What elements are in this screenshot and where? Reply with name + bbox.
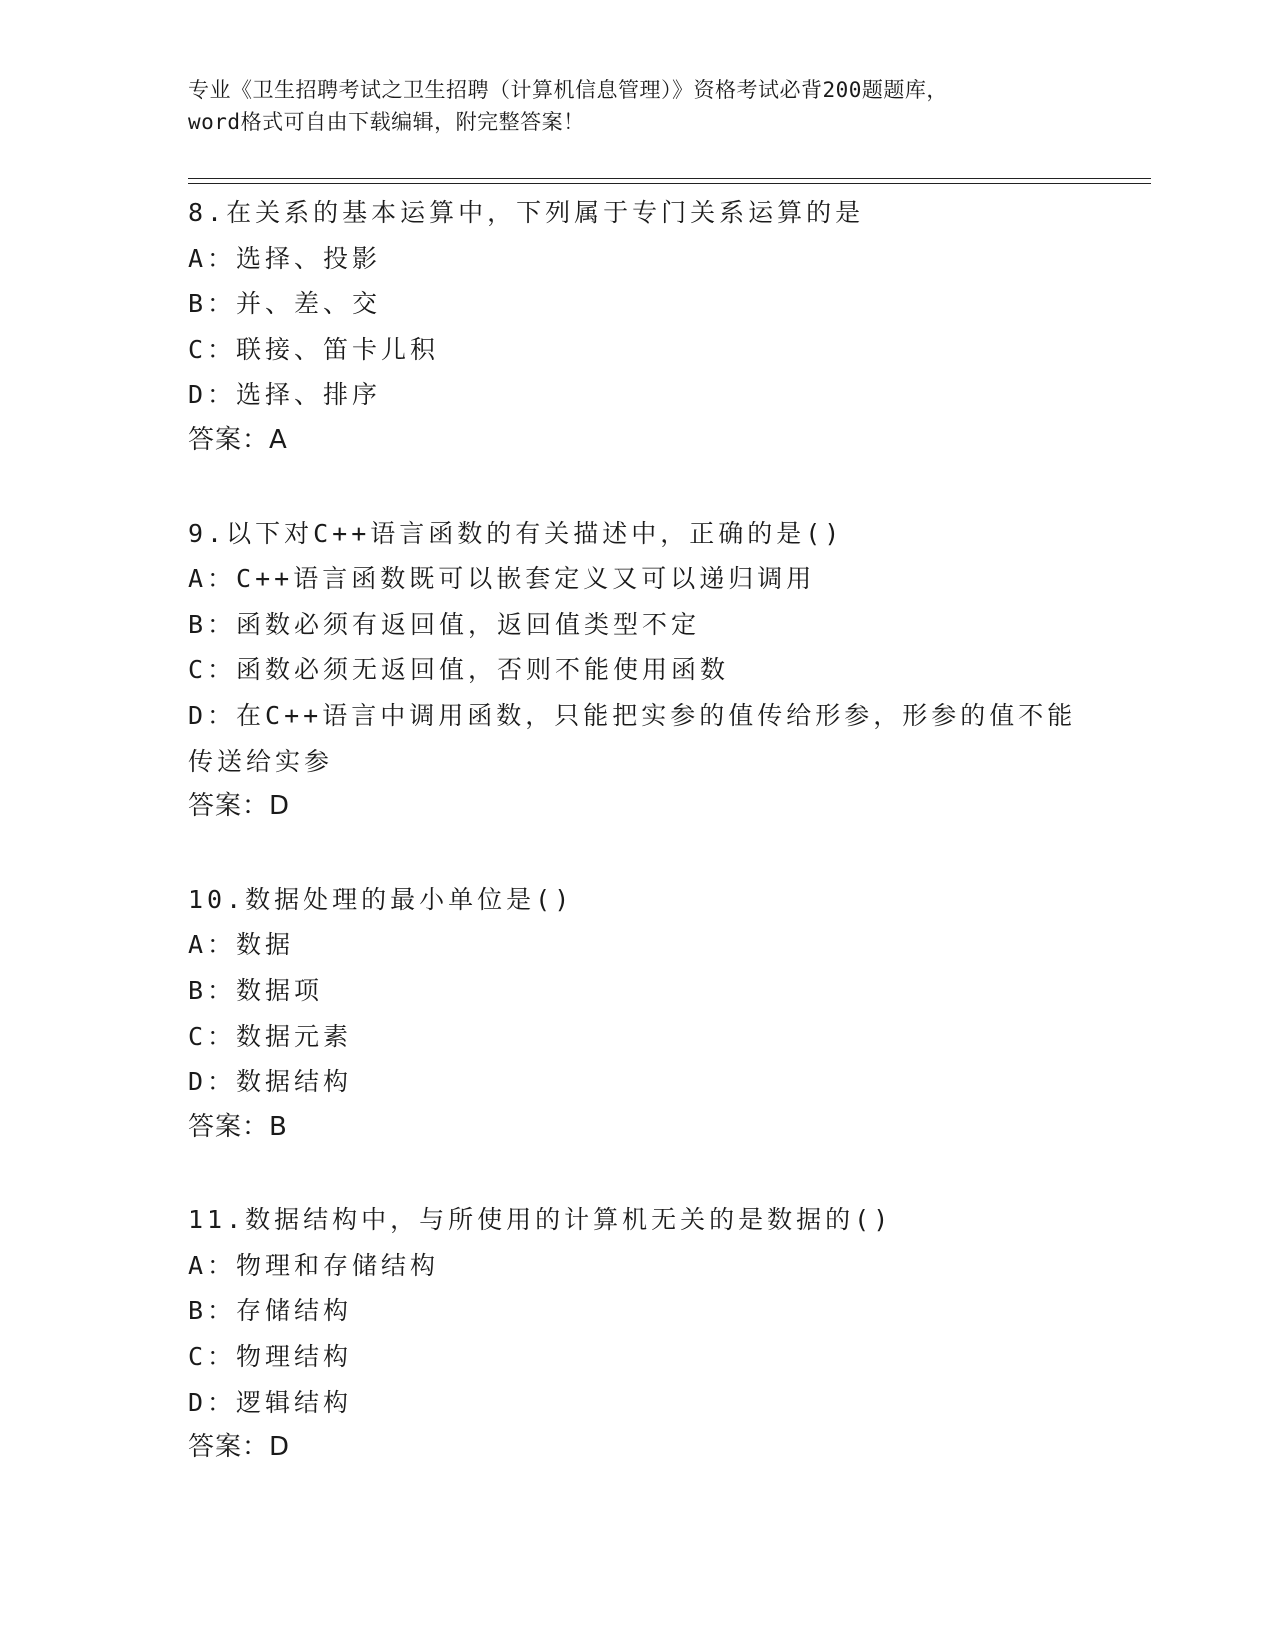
document-header bbox=[188, 74, 1088, 138]
option-d: D：数据结构 bbox=[188, 1067, 353, 1097]
question-10 bbox=[188, 877, 1088, 1151]
question-stem: 8.在关系的基本运算中，下列属于专门关系运算的是 bbox=[188, 198, 865, 227]
question-stem: 10.数据处理的最小单位是() bbox=[188, 884, 574, 914]
option-c: C：函数必须无返回值，否则不能使用函数 bbox=[188, 655, 730, 685]
option-b: B：函数必须有返回值，返回值类型不定 bbox=[188, 609, 701, 639]
option-a: A：物理和存储结构 bbox=[188, 1250, 440, 1280]
question-stem: 11.数据结构中，与所使用的计算机无关的是数据的() bbox=[188, 1205, 893, 1235]
option-b: B：存储结构 bbox=[188, 1296, 353, 1326]
question-stem: 9.以下对C++语言函数的有关描述中，正确的是() bbox=[188, 518, 844, 548]
answer: 答案：B bbox=[188, 1111, 288, 1142]
answer: 答案：D bbox=[188, 1432, 291, 1463]
question-9 bbox=[188, 511, 1088, 830]
option-a: A：C++语言函数既可以嵌套定义又可以递归调用 bbox=[188, 564, 816, 594]
question-11 bbox=[188, 1197, 1088, 1471]
option-a: A：选择、投影 bbox=[188, 243, 382, 273]
option-d: D：在C++语言中调用函数，只能把实参的值传给形参，形参的值不能传送给实参 bbox=[188, 700, 1077, 776]
header-divider-top bbox=[188, 178, 1151, 179]
header-line-2: word格式可自由下载编辑，附完整答案！ bbox=[188, 110, 585, 134]
answer: 答案：A bbox=[188, 424, 288, 455]
option-a: A：数据 bbox=[188, 930, 295, 960]
option-d: D：逻辑结构 bbox=[188, 1387, 353, 1417]
question-list bbox=[188, 190, 1088, 1518]
option-b: B：数据项 bbox=[188, 975, 324, 1005]
option-c: C：物理结构 bbox=[188, 1342, 353, 1372]
option-c: C：联接、笛卡儿积 bbox=[188, 334, 440, 364]
option-b: B：并、差、交 bbox=[188, 289, 382, 319]
option-c: C：数据元素 bbox=[188, 1021, 353, 1051]
answer: 答案：D bbox=[188, 791, 291, 822]
header-divider-bottom bbox=[188, 183, 1151, 184]
header-line-1: 专业《卫生招聘考试之卫生招聘（计算机信息管理）》资格考试必背200题题库， bbox=[188, 78, 948, 102]
option-d: D：选择、排序 bbox=[188, 380, 382, 410]
question-8 bbox=[188, 190, 1088, 464]
